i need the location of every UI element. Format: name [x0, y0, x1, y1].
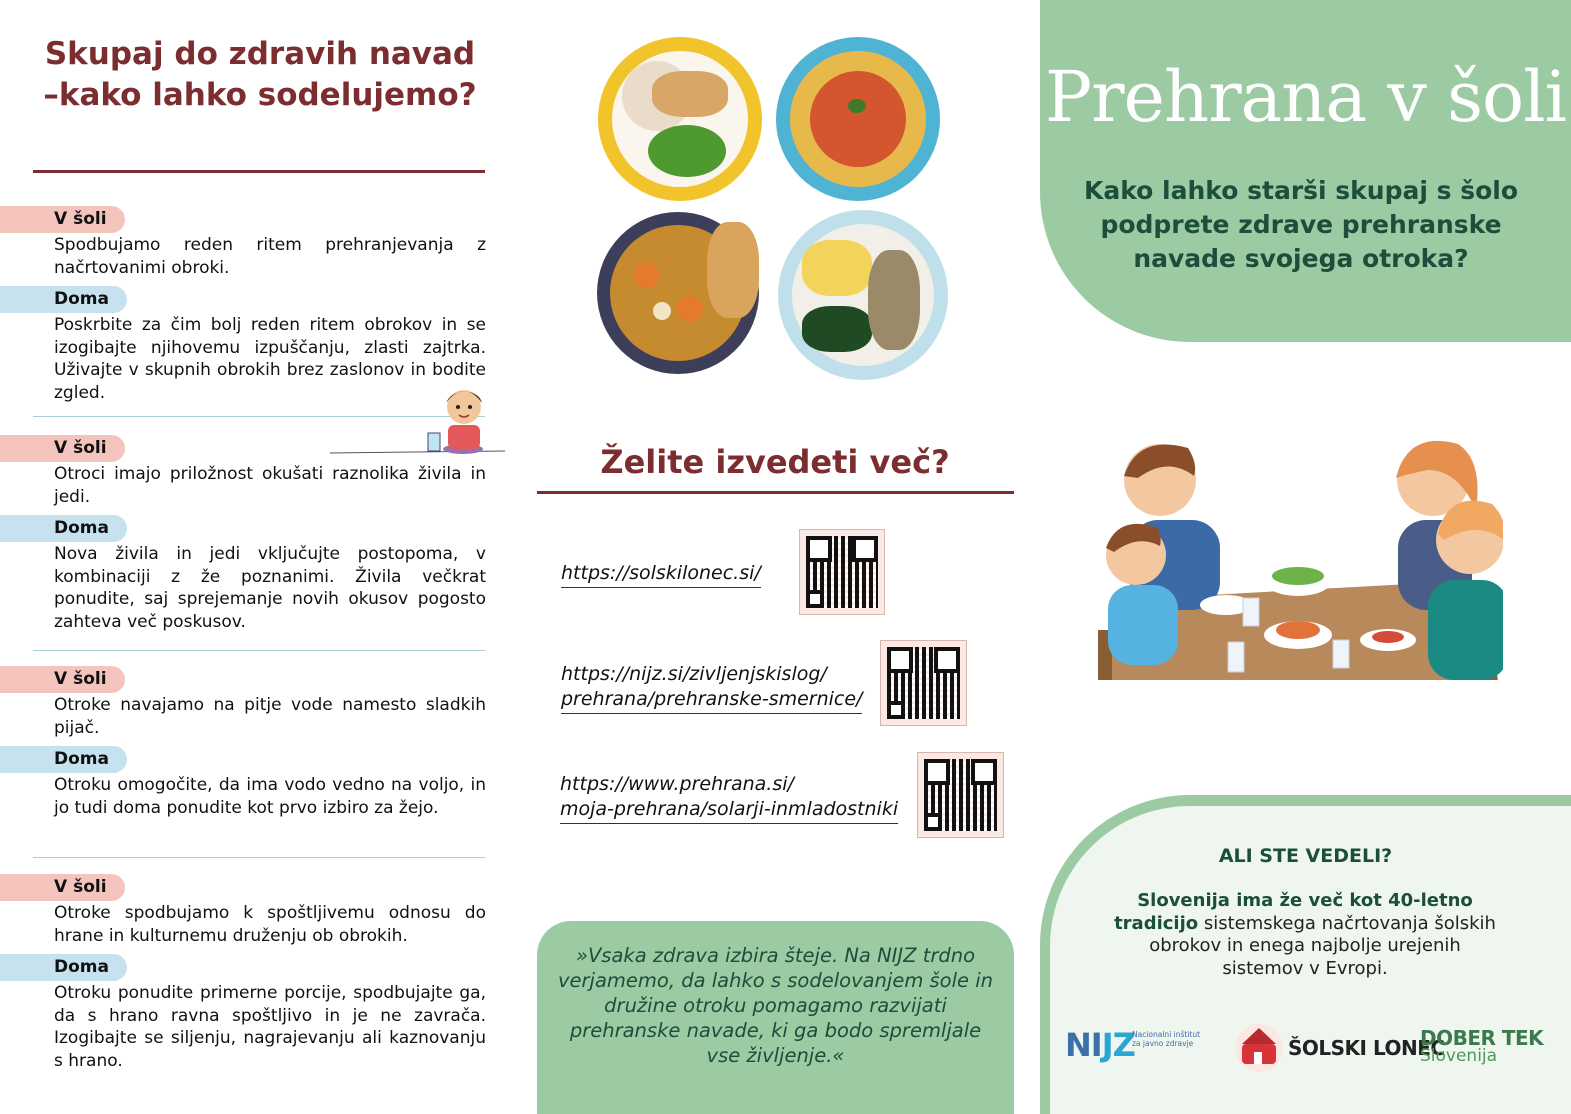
learn-more-title: Želite izvedeti več? — [600, 443, 950, 481]
home-label: Doma — [0, 954, 127, 981]
section-2 — [0, 435, 490, 633]
nijz-logo: NIJZ — [1065, 1026, 1135, 1064]
qr-code-nijz — [880, 640, 967, 726]
did-you-know-title: ALI STE VEDELI? — [1218, 845, 1393, 867]
section-divider — [33, 857, 485, 858]
plate-vegetable-soup — [597, 212, 759, 374]
plate-fish-potatoes-spinach — [778, 210, 948, 380]
school-text: Otroke spodbujamo k spoštljivemu odnosu do hrane in kulturnemu druženju ob obrokih. — [54, 903, 486, 946]
section-1 — [0, 206, 490, 404]
link-prehrana[interactable]: https://www.prehrana.si/ moja-prehrana/solarji-inmladostniki — [560, 772, 898, 824]
plate-spaghetti — [776, 37, 940, 201]
left-title: Skupaj do zdravih navad –kako lahko sodelujemo? — [43, 36, 477, 113]
school-label: V šoli — [0, 874, 125, 901]
link-nijz[interactable]: https://nijz.si/zivljenjskislog/ prehrana/prehranske-smernice/ — [561, 662, 862, 714]
school-label: V šoli — [0, 435, 125, 462]
family-dinner-illustration — [1098, 430, 1503, 680]
did-you-know-text: Slovenija ima že več kot 40-letno tradicijo sistemskega načrtovanja šolskih obrokov in enega najbolje urejenih sistemov v Evropi. — [1114, 890, 1496, 979]
qr-code-prehrana — [917, 752, 1004, 838]
main-title: Prehrana v šoli — [1045, 56, 1566, 138]
home-label: Doma — [0, 515, 127, 542]
home-text: Nova živila in jedi vključujte postopoma, v kombinaciji z že poznanimi. Živila večkrat ponudite, saj sprejemanje novih okusov pogosto zahteva več poskusov. — [54, 544, 486, 632]
solski-lonec-logo: ŠOLSKI LONEC — [1288, 1036, 1445, 1060]
school-text: Spodbujamo reden ritem prehranjevanja z načrtovanimi obroki. — [54, 235, 486, 278]
qr-code-solskilonec — [799, 529, 885, 615]
learn-more-rule — [537, 491, 1014, 494]
school-text: Otroke navajamo na pitje vode namesto sladkih pijač. — [54, 695, 486, 738]
nijz-quote: »Vsaka zdrava izbira šteje. Na NIJZ trdno verjamemo, da lahko s sodelovanjem šole in družine otroku pomagamo razvijati prehranske navade, ki ga bodo spremljale vse življenje.« — [557, 944, 994, 1067]
plate-chicken-rice-peas — [598, 37, 762, 201]
home-label: Doma — [0, 746, 127, 773]
dober-tek-logo: DOBER TEK — [1420, 1026, 1544, 1050]
section-3 — [0, 666, 490, 819]
home-label: Doma — [0, 286, 127, 313]
dober-tek-logo-subtitle: Slovenija — [1420, 1046, 1498, 1066]
solski-lonec-logo-icon — [1234, 1020, 1284, 1074]
link-solskilonec[interactable]: https://solskilonec.si/ — [561, 561, 761, 588]
subtitle: Kako lahko starši skupaj s šolo podprete zdrave prehranske navade svojega otroka? — [1083, 176, 1519, 273]
quote-box — [537, 921, 1014, 1114]
left-title-rule — [33, 170, 485, 173]
section-4 — [0, 874, 490, 1072]
school-text: Otroci imajo priložnost okušati raznolika živila in jedi. — [54, 464, 486, 507]
nijz-logo-subtitle: Nacionalni inštitut za javno zdravje — [1132, 1030, 1201, 1048]
home-text: Otroku ponudite primerne porcije, spodbujajte ga, da s hrano ravna spoštljivo in je ne zavrača. Izogibajte se siljenju, nagrajevanju ali kaznovanju s hrano. — [54, 983, 486, 1071]
school-label: V šoli — [0, 666, 125, 693]
section-divider — [33, 650, 485, 651]
home-text: Poskrbite za čim bolj reden ritem obrokov in se izogibajte njihovemu izpuščanju, zlasti zajtrka. Uživajte v skupnih obrokih brez zaslonov in bodite zgled. — [54, 315, 486, 403]
school-label: V šoli — [0, 206, 125, 233]
home-text: Otroku omogočite, da ima vodo vedno na voljo, in jo tudi doma ponudite kot prvo izbiro za žejo. — [54, 775, 486, 818]
